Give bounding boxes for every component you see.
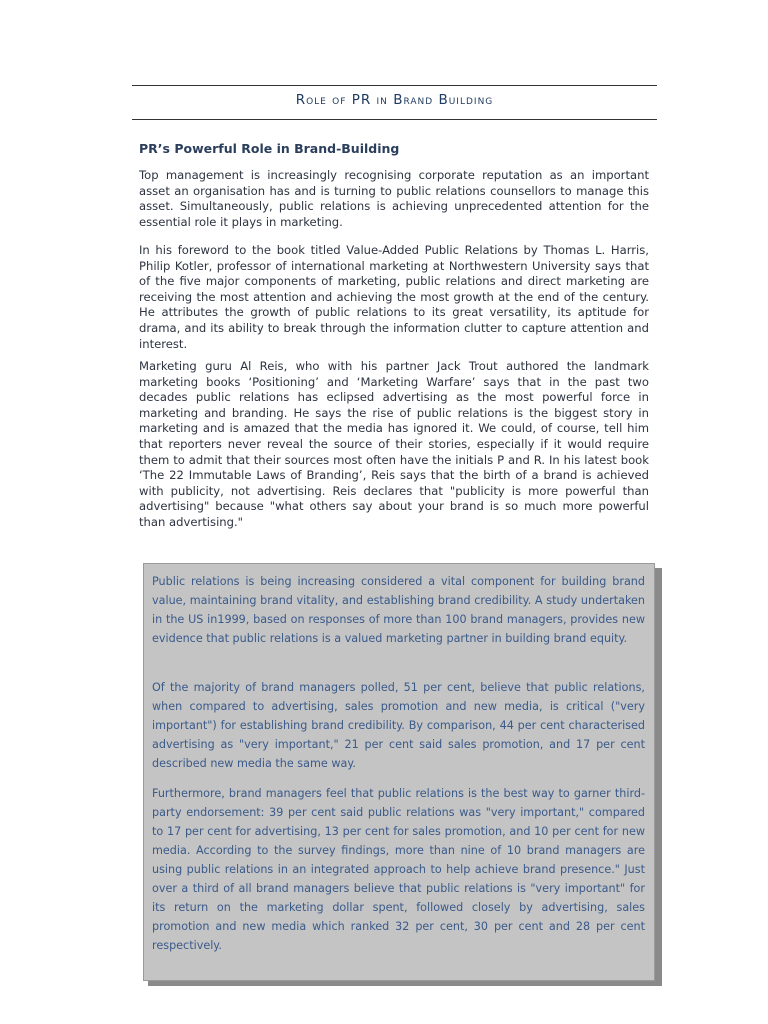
callout-paragraph-2: Of the majority of brand managers polled, 51 per cent, believe that public relations, when compared to advertising, sales promotion and new media, is critical ("very important") for establishing brand credibility. By comparison, 44 per cent characterised advertising as "very important," 21 per cent said sales promotion, and 17 per cent described new media the same way. [152, 681, 645, 770]
section-heading: PR’s Powerful Role in Brand-Building [139, 141, 400, 156]
body-paragraph-2: In his foreword to the book titled Value-Added Public Relations by Thomas L. Harris, Philip Kotler, professor of international marketing at Northwestern University says that of the five major components of marketing, public relations and direct marketing are receiving the most attention and achieving the most growth at the end of the century. He attributes the growth of public relations to its great versatility, its aptitude for drama, and its ability to break through the information clutter to capture attention and interest. [139, 243, 649, 351]
page-title: Role of PR in Brand Building [295, 92, 494, 108]
callout-paragraph-1: Public relations is being increasing considered a vital component for building brand value, maintaining brand vitality, and establishing brand credibility. A study undertaken in the US in1999, based on responses of more than 100 brand managers, provides new evidence that public relations is a valued marketing partner in building brand equity. [152, 575, 645, 645]
body-paragraph-1: Top management is increasingly recognising corporate reputation as an important asset an organisation has and is turning to public relations counsellors to manage this asset. Simultaneously, public relations is achieving unprecedented attention for the essential role it plays in marketing. [139, 168, 649, 229]
body-paragraph-3: Marketing guru Al Reis, who with his partner Jack Trout authored the landmark marketing books ‘Positioning’ and ‘Marketing Warfare’ says that in the past two decades public relations has eclipsed advertising as the most powerful force in marketing and branding. He says the rise of public relations is the biggest story in marketing and is amazed that the media has ignored it. We could, of course, tell him that reporters never reveal the source of their stories, especially if it would require them to admit that their sources most often have the initials P and R. In his latest book ‘The 22 Immutable Laws of Branding’, Reis says that the birth of a brand is achieved with publicity, not advertising. Reis declares that "publicity is more powerful than advertising" because "what others say about your brand is so much more powerful than advertising." [139, 359, 649, 529]
callout-paragraph-3: Furthermore, brand managers feel that public relations is the best way to garner third-party endorsement: 39 per cent said public relations was "very important," compared to 17 per cent for advertising, 13 per cent for sales promotion, and 10 per cent for new media. According to the survey findings, more than nine of 10 brand managers are using public relations in an integrated approach to help achieve brand presence." Just over a third of all brand managers believe that public relations is "very important" for its return on the marketing dollar spent, followed closely by advertising, sales promotion and new media which ranked 32 per cent, 30 per cent and 28 per cent respectively. [152, 787, 645, 952]
title-bottom-rule [132, 119, 657, 120]
title-top-rule [132, 85, 657, 86]
